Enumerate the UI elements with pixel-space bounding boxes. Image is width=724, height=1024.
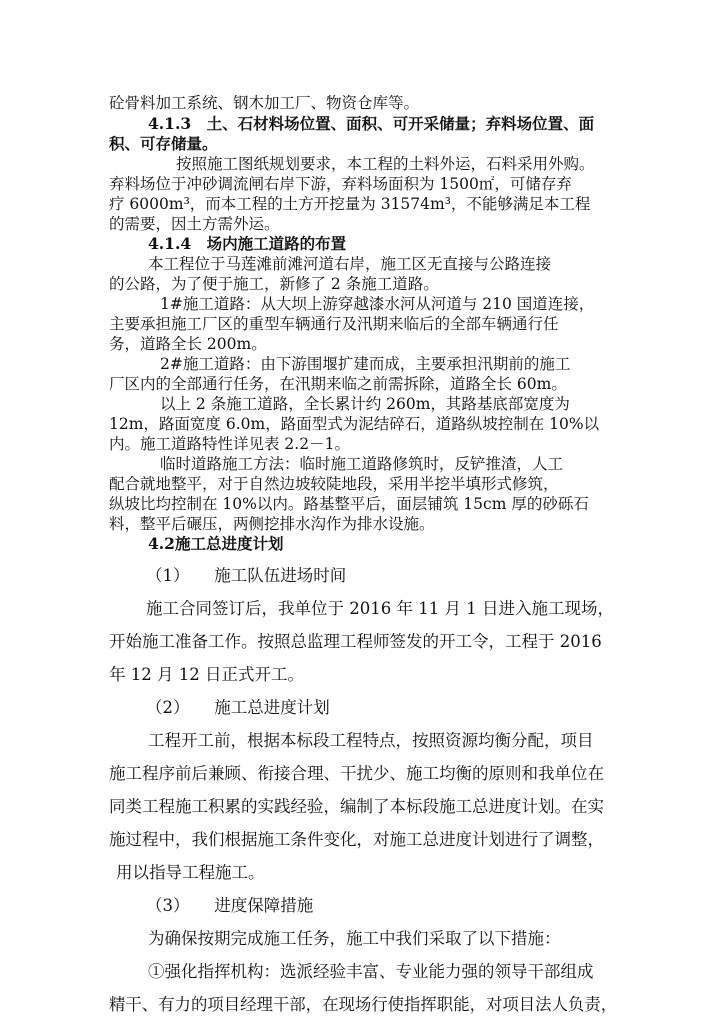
text-line: 厂区内的全部通行任务，在汛期来临之前需拆除，道路全长 60m。	[109, 375, 567, 393]
sub-heading-1: （1） 施工队伍进场时间	[146, 566, 347, 585]
text-line: 纵坡比均控制在 10%以内。路基整平后，面层铺筑 15cm 厚的砂砾石	[109, 495, 589, 513]
text-line: 年 12 月 12 日正式开工。	[109, 665, 304, 684]
text-line: 施过程中，我们根据施工条件变化，对施工总进度计划进行了调整，	[109, 830, 604, 849]
section-heading-4-1-3: 4.1.3 土、石材料场位置、面积、可开采储量；弃料场位置、面	[148, 114, 595, 133]
text-line: 的需要，因土方需外运。	[109, 215, 280, 233]
text-line: 用以指导工程施工。	[116, 863, 265, 882]
sub-heading-3: （3） 进度保障措施	[146, 896, 314, 915]
text-line: 弃料场位于冲砂调流闸右岸下游，弃料场面积为 1500㎡，可储存弃	[109, 175, 572, 193]
text-line: 务，道路全长 200m。	[109, 335, 267, 353]
text-line: 内。施工道路特性详见表 2.2－1。	[109, 435, 350, 453]
text-line: 1#施工道路：从大坝上游穿越漆水河从河道与 210 国道连接，	[160, 295, 595, 313]
text-line: 12m，路面宽度 6.0m，路面型式为泥结碎石，道路纵坡控制在 10%以	[109, 415, 600, 433]
text-line: 料，整平后碾压，两侧挖排水沟作为排水设施。	[109, 515, 435, 533]
text-line: 开始施工准备工作。按照总监理工程师签发的开工令，工程于 2016	[109, 632, 602, 651]
text-line: 2#施工道路：由下游围堰扩建而成，主要承担汛期前的施工	[160, 355, 571, 373]
text-line: 疗 6000m³，而本工程的土方开挖量为 31574m³，不能够满足本工程	[109, 195, 591, 213]
text-line: 同类工程施工积累的实践经验，编制了本标段施工总进度计划。在实	[109, 797, 604, 816]
section-heading-4-1-4: 4.1.4 场内施工道路的布置	[148, 234, 347, 253]
text-line: 临时道路施工方法：临时施工道路修筑时，反铲推渣，人工	[160, 455, 564, 473]
text-line: 施工合同签订后，我单位于 2016 年 11 月 1 日进入施工现场，	[146, 599, 614, 618]
text-line: 施工程序前后兼顾、衔接合理、干扰少、施工均衡的原则和我单位在	[109, 764, 604, 783]
text-line: 为确保按期完成施工任务，施工中我们采取了以下措施：	[148, 929, 561, 948]
text-line: ①强化指挥机构：选派经验丰富、专业能力强的领导干部组成	[148, 962, 594, 981]
text-line: 工程开工前，根据本标段工程特点，按照资源均衡分配，项目	[148, 731, 594, 750]
text-line: 主要承担施工厂区的重型车辆通行及汛期来临后的全部车辆通行任	[109, 315, 559, 333]
text-line: 配合就地整平，对于自然边坡较陡地段，采用半挖半填形式修筑，	[109, 475, 559, 493]
text-line: 精干、有力的项目经理干部，在现场行使指挥职能，对项目法人负责，	[109, 995, 618, 1014]
text-line: 以上 2 条施工道路，全长累计约 260m，其路基底部宽度为	[160, 395, 570, 413]
section-heading-4-2: 4.2施工总进度计划	[148, 534, 284, 553]
section-heading-4-1-3-cont: 积、可存储量。	[109, 134, 218, 153]
sub-heading-2: （2） 施工总进度计划	[146, 698, 330, 717]
text-line: 的公路，为了便于施工，新修了 2 条施工道路。	[109, 275, 439, 293]
text-line: 按照施工图纸规划要求，本工程的土料外运，石料采用外购。	[176, 155, 595, 173]
text-line: 砼骨料加工系统、钢木加工厂、物资仓库等。	[109, 94, 420, 112]
text-line: 本工程位于马莲滩前滩河道右岸，施工区无直接与公路连接	[148, 255, 552, 273]
